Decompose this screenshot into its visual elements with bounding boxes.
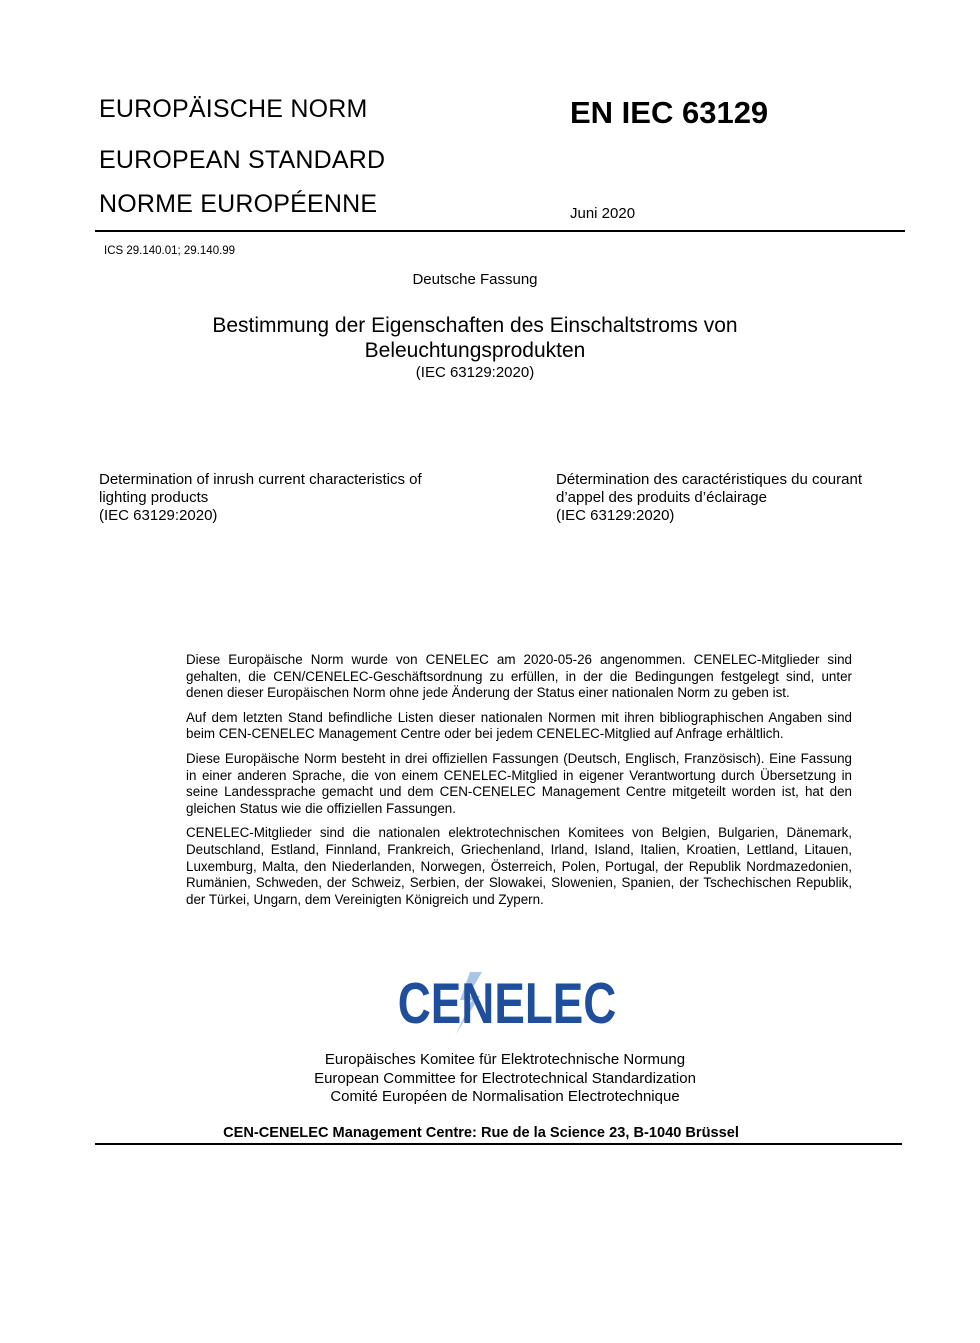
address: CEN-CENELEC Management Centre: Rue de la Science 23, B-1040 Brüssel [223, 1125, 739, 1141]
french-title-line1: Détermination des caractéristiques du courant [556, 471, 862, 488]
org-name-german: Europäisches Komitee für Elektrotechnische Normung [324, 1051, 686, 1068]
footer-divider [95, 1143, 902, 1145]
main-title-reference: (IEC 63129:2020) [415, 364, 535, 381]
english-title-line3: (IEC 63129:2020) [99, 507, 218, 524]
header-divider [95, 230, 905, 232]
org-name-french: Comité Européen de Normalisation Electrotechnique [330, 1088, 680, 1105]
paragraph-versions: Diese Europäische Norm besteht in drei offiziellen Fassungen (Deutsch, Englisch, Französisch). Eine Fassung in einer anderen Sprache, die von einem CENELEC-Mitglied in eigener Verantwortung durch Übersetzung in seine Landessprache gemacht und dem CEN-CENELEC Management Centre mitgeteilt worden ist, hat den gleichen Status wie die offiziellen Fassungen. [186, 750, 852, 816]
english-title-line2: lighting products [99, 489, 209, 506]
main-title-line2: Beleuchtungsprodukten [364, 339, 586, 362]
english-title-block [99, 471, 479, 525]
french-title-block [556, 471, 916, 525]
title-english: EUROPEAN STANDARD [99, 146, 386, 174]
main-title-line1: Bestimmung der Eigenschaften des Einschaltstroms von [212, 314, 738, 337]
english-title-line1: Determination of inrush current characteristics of [99, 471, 422, 488]
version-label: Deutsche Fassung [412, 271, 538, 288]
logo-text: CENELEC [397, 970, 617, 1035]
french-title-line3: (IEC 63129:2020) [556, 507, 675, 524]
organization-block [30, 1051, 980, 1107]
paragraph-members: CENELEC-Mitglieder sind die nationalen elektrotechnischen Komitees von Belgien, Bulgarien, Dänemark, Deutschland, Estland, Finnland, Frankreich, Griechenland, Irland, Island, Italien, Kroatien, Lettland, Litauen, Luxemburg, Malta, den Niederlanden, Norwegen, Österreich, Polen, Portugal, der Republik Nordmazedonien, Rumänien, Schweden, der Schweiz, Serbien, der Slowakei, Slowenien, Spanien, der Tschechischen Republik, der Türkei, Ungarn, dem Vereinigten Königreich und Zypern. [186, 825, 852, 907]
org-name-english: European Committee for Electrotechnical Standardization [314, 1069, 696, 1087]
lightning-bolt-icon [397, 970, 617, 1036]
cenelec-logo [397, 970, 617, 1036]
paragraph-lists: Auf dem letzten Stand befindliche Listen dieser nationalen Normen mit ihren bibliographischen Angaben sind beim CEN-CENELEC Management Centre oder bei jedem CENELEC-Mitglied auf Anfrage erhältlich. [186, 709, 852, 742]
ics-code: ICS 29.140.01; 29.140.99 [104, 245, 236, 257]
body-text [186, 652, 852, 916]
french-title-line2: d’appel des produits d’éclairage [556, 489, 767, 506]
title-french: NORME EUROPÉENNE [99, 190, 378, 218]
paragraph-adoption: Diese Europäische Norm wurde von CENELEC am 2020-05-26 angenommen. CENELEC-Mitglieder sind gehalten, die CEN/CENELEC-Geschäftsordnung zu erfüllen, in der die Bedingungen festgelegt sind, unter denen dieser Europäischen Norm ohne jede Änderung der Status einer nationalen Norm zu geben ist. [186, 652, 852, 701]
title-german: EUROPÄISCHE NORM [99, 95, 368, 123]
standard-code: EN IEC 63129 [570, 95, 769, 130]
publication-date: Juni 2020 [570, 205, 636, 222]
